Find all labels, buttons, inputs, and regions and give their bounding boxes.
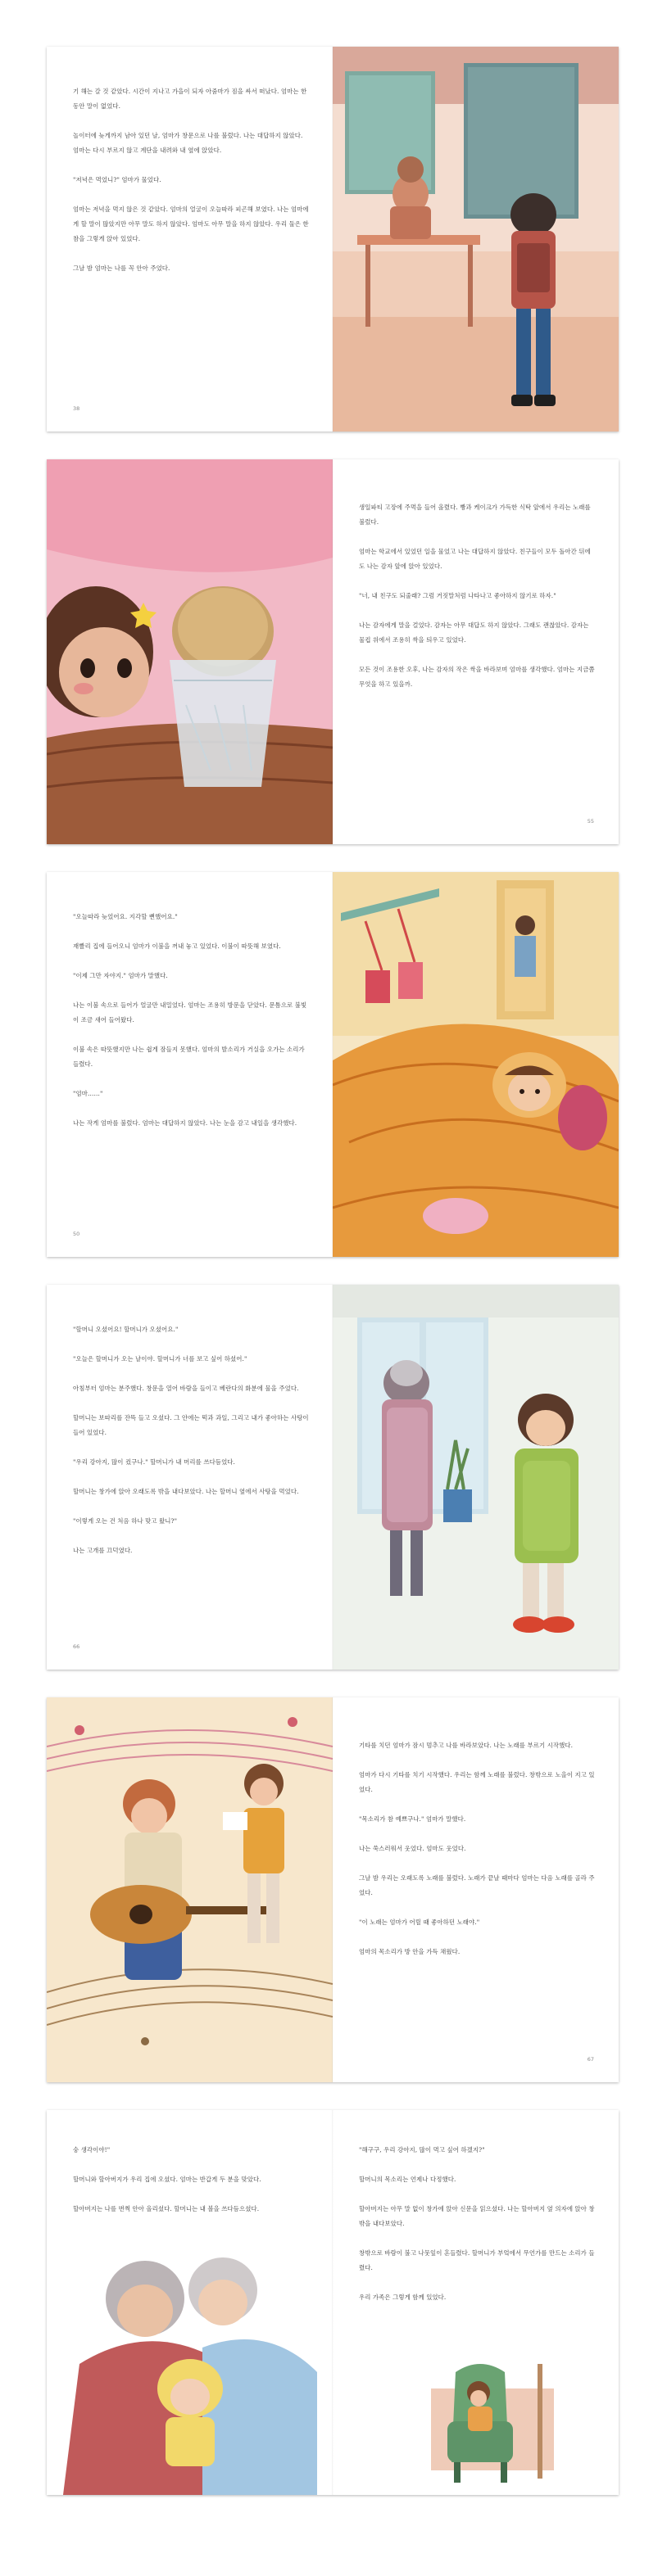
- page-number: 67: [587, 2056, 594, 2063]
- illustration-page: [333, 47, 619, 432]
- illustration-page: [333, 1285, 619, 1670]
- page-number: 50: [73, 1231, 80, 1237]
- book-spread-6: [47, 2110, 619, 2495]
- illustration-page: [47, 1697, 333, 2082]
- guitar-music-illustration: [47, 1697, 333, 2082]
- body-text: "해구구, 우리 강아지, 많이 먹고 싶어 하겠지?" 할머니의 목소리는 언제나 다정했다. 할아버지는 아무 말 없이 창가에 앉아 신문을 읽으셨다. 나는 할아버지 옆 의자에 앉아 창밖을 내다보았다. 창밖으로 바람이 불고 나뭇잎이 흔들렸다. 할머니가 부엌에서 무언가를 만드는 소리가 들렸다. 우리 가족은 그렇게 함께 있었다.: [359, 2146, 595, 2301]
- illustration-page: [47, 459, 333, 844]
- body-text: 기타를 치던 엄마가 잠시 멈추고 나를 바라보았다. 나는 노래를 부르기 시작했다. 엄마가 다시 기타를 치기 시작했다. 우리는 함께 노래를 불렀다. 창밖으로 노을이 지고 있었다. "목소리가 참 예쁘구나." 엄마가 말했다. 나는 쑥스러워서 웃었다. 엄마도 웃었다. 그날 밤 우리는 오래도록 노래를 불렀다. 노래가 끝날 때마다 엄마는 다음 노래를 골라 주었다. "이 노래는 엄마가 어릴 때 좋아하던 노래야." 엄마의 목소리가 방 안을 가득 채웠다.: [359, 1742, 595, 1955]
- grandparents-hug-illustration: [47, 2233, 333, 2495]
- text-page: [47, 47, 333, 432]
- book-spread-2: [47, 459, 619, 844]
- page-number: 38: [73, 405, 80, 412]
- book-spread-3: [47, 872, 619, 1257]
- book-spread-1: [47, 47, 619, 432]
- illustration-page: [333, 872, 619, 1257]
- book-spread-5: [47, 1697, 619, 2082]
- page-number: 66: [73, 1643, 80, 1650]
- mixed-page: [47, 2110, 333, 2495]
- kitchen-scene-illustration: [333, 47, 619, 432]
- body-text: 생일파티 고장에 주먹을 들어 올렸다. 빵과 케이크가 가득한 식탁 앞에서 우리는 노래를 불렀다. 엄마는 학교에서 있었던 일을 물었고 나는 대답하지 않았다. 친구들이 모두 돌아간 뒤에도 나는 감자 앞에 앉아 있었다. "너, 내 친구도 되줄래? 그럼 거짓말처럼 나타나고 좋아하지 않기로 하자." 나는 감자에게 말을 걸었다. 감자는 아무 대답도 하지 않았다. 그래도 괜찮았다. 감자는 물컵 위에서 조용히 싹을 틔우고 있었다. 모든 것이 조용한 오후, 나는 감자의 작은 싹을 바라보며 엄마를 생각했다. 엄마는 지금쯤 무엇을 하고 있을까.: [359, 504, 595, 688]
- text-page: [47, 1285, 333, 1670]
- body-text: "오늘따라 늦었어요. 지각할 뻔했어요." 재빨리 집에 들어오니 엄마가 이불을 꺼내 놓고 있었다. 이불이 따뜻해 보였다. "이제 그만 자야지." 엄마가 말했다. 나는 이불 속으로 들어가 얼굴만 내밀었다. 엄마는 조용히 방문을 닫았다. 문틈으로 불빛이 조금 새어 들어왔다. 이불 속은 따뜻했지만 나는 쉽게 잠들지 못했다. 엄마의 발소리가 거실을 오가는 소리가 들렸다. "엄마……" 나는 작게 엄마를 불렀다. 엄마는 대답하지 않았다. 나는 눈을 감고 내일을 생각했다.: [73, 913, 307, 1127]
- body-text: "할머니 오셨어요! 할머니가 오셨어요." "오늘은 할머니가 오는 날이야. 할머니가 너를 보고 싶어 하셨어." 아침부터 엄마는 분주했다. 창문을 열어 바람을 들이고 베란다의 화분에 물을 주었다. 할머니는 보따리를 잔뜩 들고 오셨다. 그 안에는 떡과 과일, 그리고 내가 좋아하는 사탕이 들어 있었다. "우리 강아지, 많이 컸구나." 할머니가 내 머리를 쓰다듬었다. 할머니는 창가에 앉아 오래도록 밖을 내다보았다. 나는 할머니 옆에서 사탕을 먹었다. "이렇게 오는 건 처음 하나 맞고 왔니?" 나는 고개를 끄덕였다.: [73, 1326, 309, 1554]
- text-page: [47, 872, 333, 1257]
- body-text: 기 해는 갈 것 같았다. 시간이 지나고 가을이 되자 아줌마가 짐을 싸서 떠났다. 엄마는 한동안 말이 없었다. 놀이터에 늦게까지 남아 있던 날, 엄마가 창문으로 나를 불렀다. 나는 대답하지 않았다. 엄마는 다시 부르지 않고 계단을 내려와 내 옆에 앉았다. "저녁은 먹었니?" 엄마가 물었다. 엄마는 저녁을 먹지 않은 것 같았다. 엄마의 얼굴이 오늘따라 피곤해 보였다. 나는 엄마에게 할 말이 많았지만 아무 말도 하지 않았다. 엄마도 아무 말을 하지 않았다. 우리 둘은 한참을 그렇게 앉아 있었다. 그날 밤 엄마는 나를 꼭 안아 주었다.: [73, 88, 309, 272]
- text-page: [333, 459, 619, 844]
- page-number: 55: [587, 818, 594, 825]
- book-spread-4: [47, 1285, 619, 1670]
- potato-glass-illustration: [47, 459, 333, 844]
- child-in-armchair-illustration: [333, 2356, 619, 2495]
- body-text: 숭 생각이야!" 할머니와 할아버지가 우리 집에 오셨다. 엄마는 반갑게 두 분을 맞았다. 할아버지는 나를 번쩍 안아 올리셨다. 할머니는 내 볼을 쓰다듬으셨다.: [73, 2146, 261, 2212]
- mixed-page: [333, 2110, 619, 2495]
- blanket-bedroom-illustration: [333, 872, 619, 1257]
- text-page: [333, 1697, 619, 2082]
- grandmother-window-illustration: [333, 1285, 619, 1670]
